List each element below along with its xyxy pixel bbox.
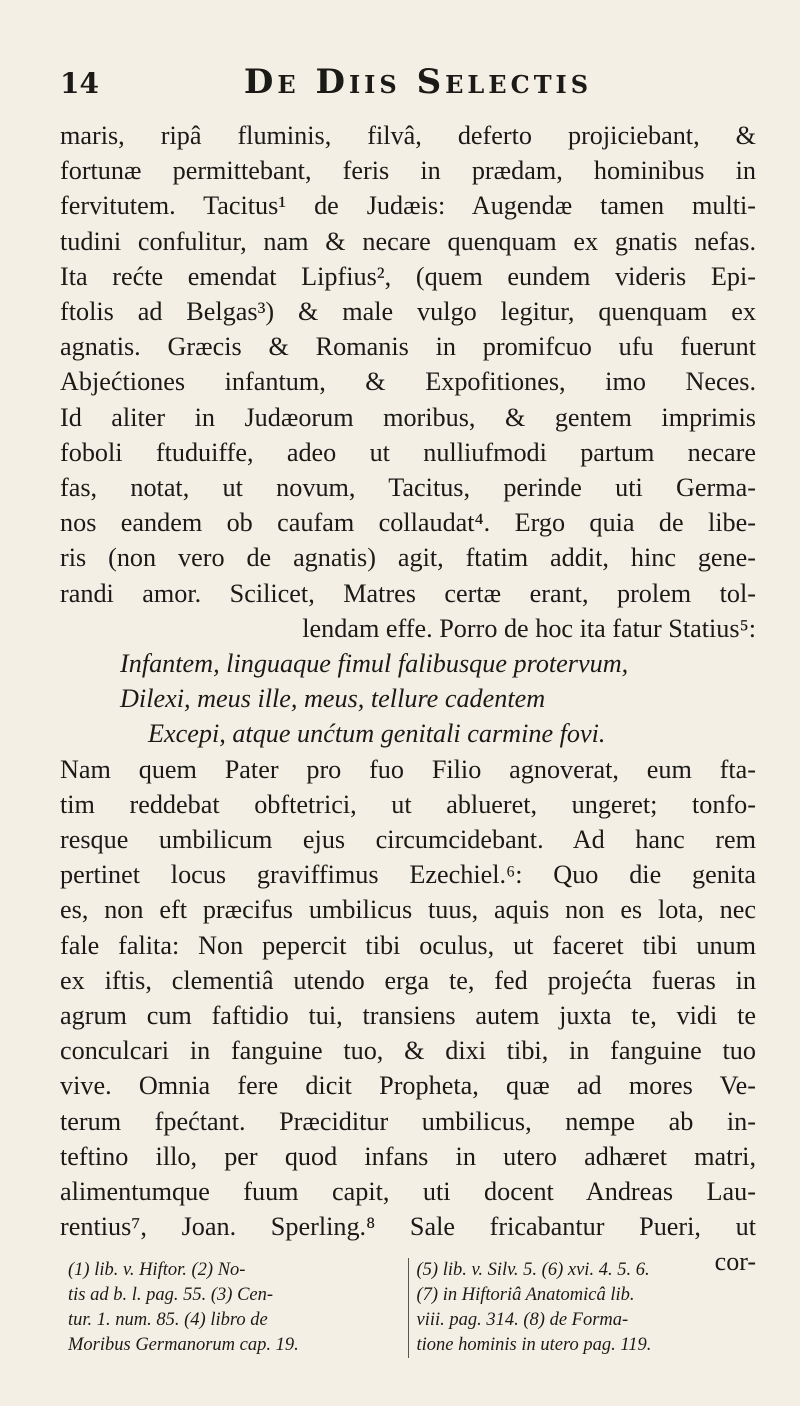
text-line: fas, notat, ut novum, Tacitus, perinde uti Germa- <box>60 473 756 503</box>
footnote-line: tur. 1. num. 85. (4) libro de <box>68 1310 268 1330</box>
text-line: agnatis. Græcis & Romanis in promifcuo ufu fuerunt <box>60 332 756 362</box>
footnotes <box>60 1258 756 1358</box>
footnote-line: viii. pag. 314. (8) de Forma- <box>416 1310 629 1330</box>
text-line: resque umbilicum ejus circumcidebant. Ad hanc rem <box>60 825 756 855</box>
text-line: ris (non vero de agnatis) agit, ftatim addit, hinc gene- <box>60 543 756 573</box>
text-line: foboli ftuduiffe, adeo ut nulliufmodi partum necare <box>60 437 756 467</box>
text-line: Ita rećte emendat Lipfius², (quem eundem videris Epi- <box>60 261 756 291</box>
text-line: lendam effe. Porro de hoc ita fatur Statius⁵: <box>302 613 756 643</box>
verse-line: Excepi, atque unćtum genitali carmine fovi. <box>148 719 606 749</box>
footnote-line: (5) lib. v. Silv. 5. (6) xvi. 4. 5. 6. <box>416 1260 650 1280</box>
text-line: nos eandem ob caufam collaudat⁴. Ergo quia de libe- <box>60 508 756 538</box>
text-line: Id aliter in Judæorum moribus, & gentem imprimis <box>60 402 756 432</box>
footnote-line: (1) lib. v. Hiftor. (2) No- <box>68 1260 246 1280</box>
footnote-line: tis ad b. l. pag. 55. (3) Cen- <box>68 1285 274 1305</box>
text-line: maris, ripâ fluminis, filvâ, deferto projiciebant, & <box>60 121 756 150</box>
text-line: terum fpećtant. Præciditur umbilicus, nempe ab in- <box>60 1106 756 1136</box>
verse-line: Dilexi, meus ille, meus, tellure cadentem <box>120 684 546 714</box>
text-line: ex iftis, clementiâ utendo erga te, fed projećta fueras in <box>60 965 756 995</box>
text-line: fale falita: Non pepercit tibi oculus, ut faceret tibi unum <box>60 930 756 960</box>
text-line: alimentumque fuum capit, uti docent Andreas Lau- <box>60 1177 756 1207</box>
verse-line: Infantem, linguaque fimul falibusque protervum, <box>120 649 629 679</box>
text-line: fortunæ permittebant, feris in prædam, hominibus in <box>60 156 756 186</box>
text-line: randi amor. Scilicet, Matres certæ erant, prolem tol- <box>60 578 756 608</box>
text-line: tim reddebat obftetrici, ut ablueret, ungeret; tonfo- <box>60 789 756 819</box>
text-line: teftino illo, per quod infans in utero adhæret matri, <box>60 1141 756 1171</box>
text-line: pertinet locus graviffimus Ezechiel.⁶: Quo die genita <box>60 860 756 890</box>
body-text <box>60 118 756 1279</box>
text-line: Abjećtiones infantum, & Expofitiones, imo Neces. <box>60 367 756 397</box>
running-title: De Diis Selectis <box>243 62 593 102</box>
text-line: tudini confulitur, nam & necare quenquam ex gnatis nefas. <box>60 226 756 256</box>
text-line: rentius⁷, Joan. Sperling.⁸ Sale fricabantur Pueri, ut <box>60 1212 756 1242</box>
footnotes-right-column <box>408 1258 757 1358</box>
text-line: fervitutem. Tacitus¹ de Judæis: Augendæ tamen multi- <box>60 191 756 221</box>
running-head <box>60 62 756 114</box>
footnote-line: Moribus Germanorum cap. 19. <box>68 1335 299 1355</box>
footnote-line: (7) in Hiftoriâ Anatomicâ lib. <box>416 1285 635 1305</box>
footnotes-left-column <box>60 1258 408 1358</box>
text-line: vive. Omnia fere dicit Propheta, quæ ad mores Ve- <box>60 1071 756 1101</box>
catchword: cor- <box>714 1246 756 1276</box>
text-line: es, non eft præcifus umbilicus tuus, aquis non es lota, nec <box>60 895 756 925</box>
page-number: 14 <box>60 67 99 100</box>
text-line: conculcari in fanguine tuo, & dixi tibi, in fanguine tuo <box>60 1036 756 1066</box>
text-line: ftolis ad Belgas³) & male vulgo legitur, quenquam ex <box>60 297 756 327</box>
text-line: Nam quem Pater pro fuo Filio agnoverat, eum fta- <box>60 754 756 784</box>
footnote-line: tione hominis in utero pag. 119. <box>416 1335 652 1355</box>
text-line: agrum cum faftidio tui, transiens autem juxta te, vidi te <box>60 1001 756 1031</box>
